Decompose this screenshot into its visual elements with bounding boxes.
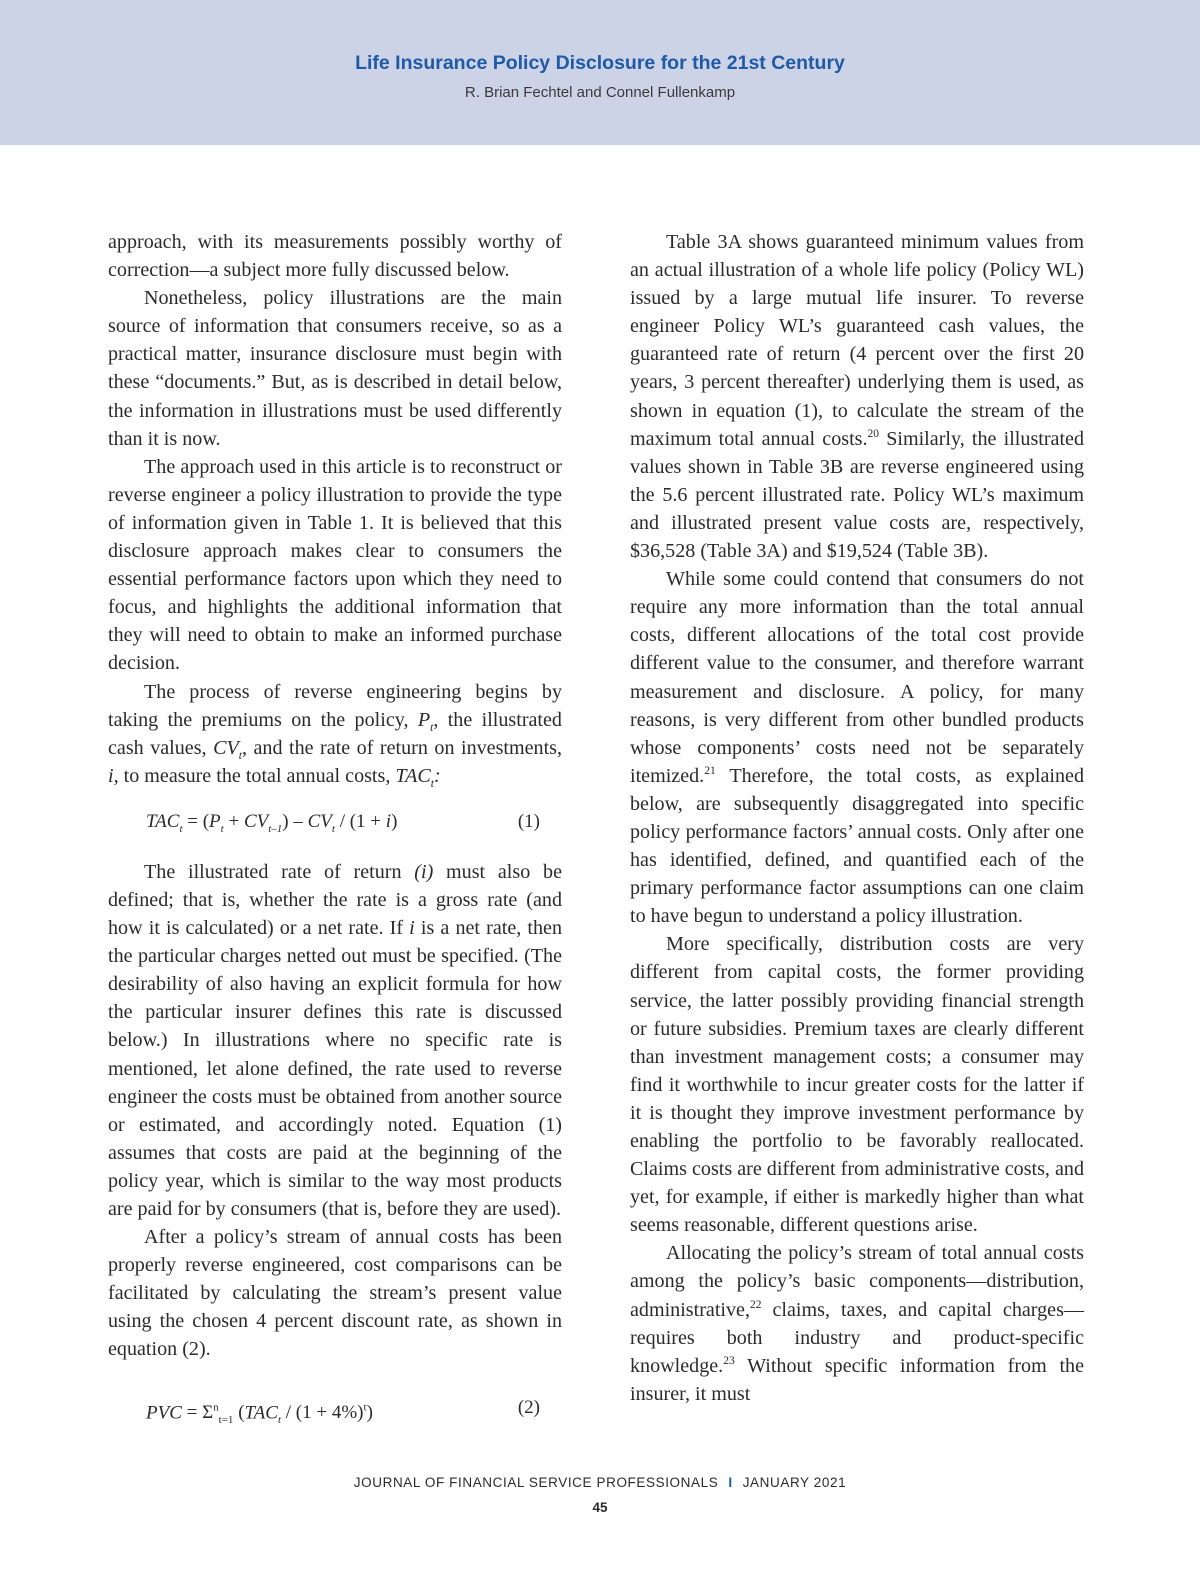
equation-1-formula: $TAC_t = (P_t + CV_{t-1}) - CV_t / (1 + i)$ [146,810,398,835]
paragraph: approach, with its measurements possibly worthy of correction—a subject more fully discussed below. [108,231,562,282]
paragraph: While some could contend that consumers do not require any more information than the total annual costs, different allocations of the total cost provide different value to the consumer, and therefore warrant measurement and disclosure. A policy, for many reasons, is very different from other bundled products whose components’ costs need not be separately itemized.$^{21}$ Therefore, the total costs, as explained below, are subsequently disaggregated into specific policy performance factors’ annual costs. Only after one has identified, defined, and quantified each of the primary performance factor assumptions can one claim to have begun to understand a policy illustration. [630,568,1084,928]
left-column [108,228,562,1444]
paragraph: Nonetheless, policy illustrations are the main source of information that consumers receive, so as a practical matter, insurance disclosure must begin with these “documents.” But, as is described in detail below, the information in illustrations must be used differently than it is now. [108,287,562,450]
right-column [630,228,1084,1408]
article-authors: R. Brian Fechtel and Connel Fullenkamp [464,84,736,101]
paragraph: The process of reverse engineering begins by taking the premiums on the policy, $P_t$, the illustrated cash values, $CV_t$, and the rate of return on investments, i, to measure the total annual costs, $TAC_t$: [108,680,563,790]
equation-2-formula: PVC = $\Sigma^n_{t=1}$ $(TAC_t / (1 + 4\%)^t)$ [146,1401,373,1426]
paragraph: Table 3A shows guaranteed minimum values from an actual illustration of a whole life policy (Policy WL) issued by a large mutual life insurer. To reverse engineer Policy WL’s guaranteed cash values, the guaranteed rate of return (4 percent over the first 20 years, 3 percent thereafter) underlying them is used, as shown in equation (1), to calculate the stream of the maximum total annual costs.$^{20}$ Similarly, the illustrated values shown in Table 3B are reverse engineered using the 5.6 percent illustrated rate. Policy WL’s maximum and illustrated present value costs are, respectively, $36,528 (Table 3A) and $19,524 (Table 3B). [630,231,1084,563]
article-title: Life Insurance Policy Disclosure for the 21st Century [355,52,845,74]
equation-1-number: (1) [517,810,540,832]
journal-footer [0,1475,1200,1490]
footnote-ref[interactable]: 22 [749,1298,762,1311]
footnote-ref[interactable]: 23 [723,1354,735,1367]
journal-name: JOURNAL OF FINANCIAL SERVICE PROFESSIONALS [353,1475,719,1490]
paragraph: More specifically, distribution costs are very different from capital costs, the former providing service, the latter possibly providing financial strength or future subsidies. Premium taxes are clearly different than investment management costs; a consumer may find it worthwhile to incur greater costs for the latter if it is thought they improve investment performance by enabling the portfolio to be favorably reallocated. Claims costs are different from administrative costs, and yet, for example, if either is markedly higher than what seems reasonable, different questions arise. [630,933,1084,1237]
footer-separator: I [728,1475,733,1490]
equation-2-number: (2) [517,1396,540,1418]
paragraph: The approach used in this article is to reconstruct or reverse engineer a policy illustration to provide the type of information given in Table 1. It is believed that this disclosure approach makes clear to consumers the essential performance factors upon which they need to focus, and highlights the additional information that they will need to obtain to make an informed purchase decision. [108,455,562,675]
equation-1 [108,808,562,836]
paragraph: Allocating the policy’s stream of total annual costs among the policy’s basic components—distribution, administrative,$^{22}$ claims, taxes, and capital charges—requires both industry and product-specific knowledge.$^{23}$ Without specific information from the insurer, it must [630,1242,1084,1405]
footnote-ref[interactable]: 20 [867,427,880,440]
running-header [0,0,1200,145]
paragraph: The illustrated rate of return (i) must also be defined; that is, whether the rate is a gross rate (and how it is calculated) or a net rate. If i is a net rate, then the particular charges netted out must be specified. (The desirability of also having an explicit formula for how the particular insurer defines this rate is discussed below.) In illustrations where no specific rate is mentioned, let alone defined, the rate used to reverse engineer the costs must be obtained from another source or estimated, and accordingly noted. Equation (1) assumes that costs are paid at the beginning of the policy year, which is similar to the way most products are paid for by consumers (that is, before they are used). [108,860,563,1220]
page-number: 45 [592,1500,608,1515]
footnote-ref[interactable]: 21 [704,764,716,777]
equation-2 [108,1394,562,1426]
paragraph: After a policy’s stream of annual costs has been properly reverse engineered, cost comparisons can be facilitated by calculating the stream’s present value using the chosen 4 percent discount rate, as shown in equation (2). [108,1226,562,1361]
issue-date: JANUARY 2021 [742,1475,847,1490]
